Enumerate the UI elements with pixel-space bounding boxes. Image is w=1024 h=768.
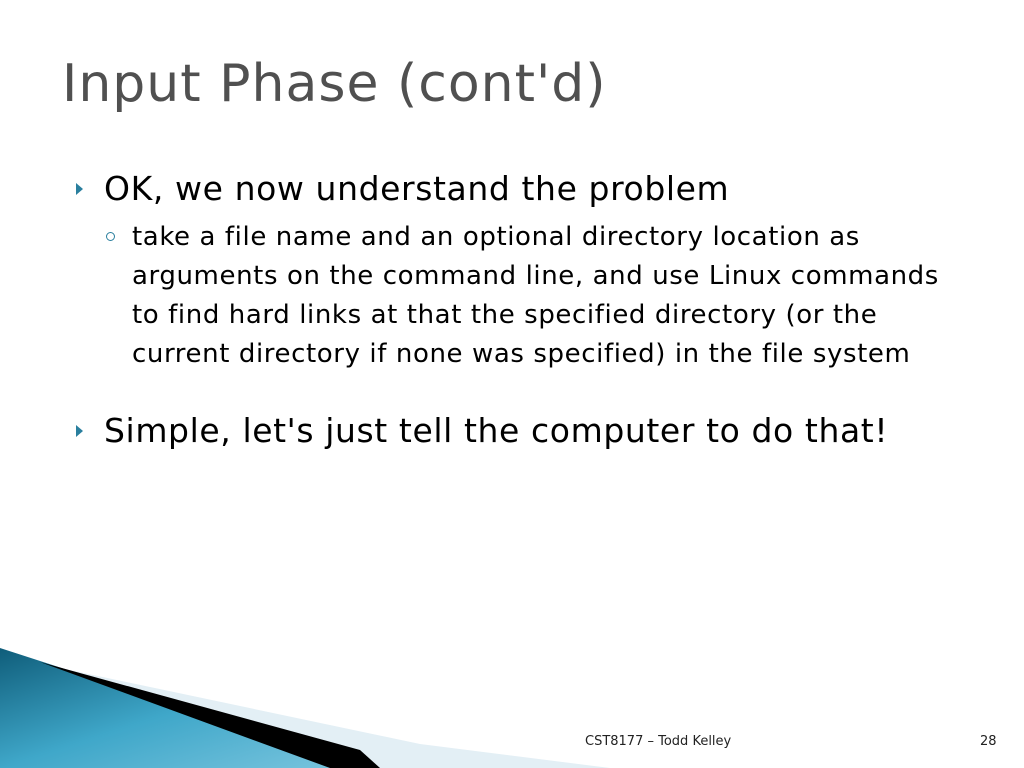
- circle-bullet-icon: [106, 232, 115, 241]
- triangle-bullet-icon: [76, 183, 83, 195]
- slide-content: [72, 168, 972, 452]
- sub-bullet-item: [72, 218, 952, 374]
- bullet-item: [72, 410, 972, 452]
- slide-number: 28: [980, 734, 997, 749]
- bullet-text: OK, we now understand the problem: [104, 169, 730, 208]
- corner-wave-decoration: [0, 640, 1024, 768]
- slide-title: Input Phase (cont'd): [62, 54, 607, 114]
- triangle-bullet-icon: [76, 425, 83, 437]
- bullet-item: [72, 168, 972, 210]
- sub-bullet-text: take a file name and an optional directory location as arguments on the command line, and use Linux commands to find hard links at that the specified directory (or the current directory if none was specified) in the file system: [132, 222, 939, 369]
- bullet-text: Simple, let's just tell the computer to do that!: [104, 411, 889, 450]
- footer-course: CST8177 – Todd Kelley: [585, 734, 732, 749]
